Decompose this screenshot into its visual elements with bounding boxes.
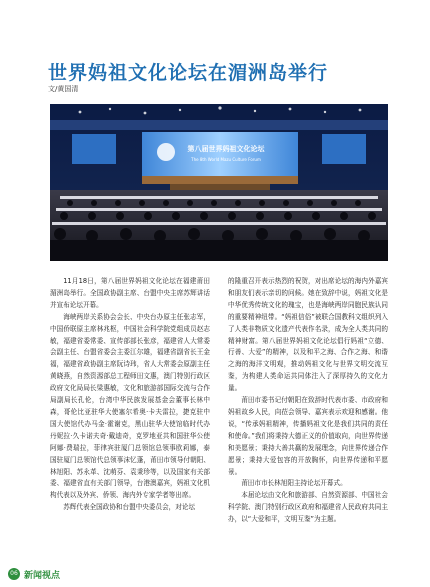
- article-body: [50, 276, 388, 556]
- paragraph: 本届论坛由文化和旅游部、自然资源部、中国社会科学院、澳门特别行政区政府和福建省人民政府共同主办，以“大爱和平，文明互鉴”为主题。: [228, 491, 388, 524]
- page-number: 06: [10, 570, 18, 577]
- banner-subtitle: The 8th World Mazu Culture Forum: [191, 157, 261, 162]
- forum-photo: [50, 104, 388, 261]
- banner-title: 第八届世界妈祖文化论坛: [187, 145, 265, 153]
- paragraph: 莆田市委书记付朝阳在致辞时代表市委、市政府和妈祖故乡人民，向莅会领导、嘉宾表示欢迎和感谢。他说，“传承妈祖精神，传播妈祖文化是我们共同的责任和使命。”我们将秉持大德正义的价值取向，向世界传递和美愿景；秉持大善共赢的发展理念，向世界传递合作愿景；秉持大爱包容的开放胸怀，向世界传递和平愿景。: [228, 396, 388, 476]
- article-column-left: [50, 276, 210, 514]
- article-headline: 世界妈祖文化论坛在湄洲岛举行: [48, 62, 329, 84]
- paragraph: 苏辉代表全国政协和台盟中央委员会，对论坛: [63, 503, 196, 512]
- article-column-right: [228, 276, 388, 526]
- paragraph: 的隆重召开表示热烈的祝贺，对出席论坛的海内外嘉宾和朋友们表示亲切的问候。她在致辞中说，妈祖文化是中华优秀传统文化的瑰宝，也是海峡两岸同胞民族认同的重要精神纽带。“妈祖信俗”被联合国教科文组织列入了人类非物质文化遗产代表作名录，成为全人类共同的精神财富。第八届世界妈祖文化论坛倡行妈祖“立德、行善、大爱”的精神，以及和平之海、合作之海、和谐之海的海洋文明观，推动妈祖文化与世界文明交流互鉴，为构建人类命运共同体注入了深厚持久的文化力量。: [228, 277, 388, 393]
- paragraph: 海峡两岸关系协会会长、中央台办原主任张志军，中国侨联原主席林兆枢，中国社会科学院党组成员赵志敏，福建省委常委、宣传部部长张彦，福建省人大常委会副主任、台盟省委会主委江尔雄，福建省副省长王金福，福建省政协副主席阮诗玮，省人大常委会原副主任黄晓燕，自然资源部总工程师田文惠，澳门特别行政区政府文化局局长梁惠敏，文化和旅游部国际交流与合作局副局长孔伦，台湾中华民族发展基金会董事长林中森，哥伦比亚驻华大使塞尔希奥·卡夫雷拉，捷克驻中国大使馆代办马金·霍谢克，黑山驻华大使馆临时代办丹妮拉·久卡诺夫奇·戴迪奇，克罗地亚共和国驻华公使阿娜·费瑞拉，菲律宾驻厦门总领馆总领事欧莉娜，泰国驻厦门总领馆代总领事沫忆蓬，莆田市领导付朝阳、林旭阳、苏永革、沈萌芬、袁秉珍等，以及国家有关部委、福建省直有关部门领导，台港澳嘉宾，妈祖文化机构代表以及外宾、侨领、海内外专家学者等出席。: [50, 312, 210, 500]
- article-byline: 文/黄国清: [48, 85, 79, 93]
- section-label: 新闻视点: [24, 571, 61, 581]
- paragraph: 11月18日，第八届世界妈祖文化论坛在福建莆田湄洲岛举行。全国政协副主席、台盟中央主席苏辉讲话并宣布论坛开幕。: [50, 277, 210, 309]
- paragraph: 莆田市市长林旭阳主持论坛开幕式。: [241, 479, 347, 488]
- page-number-badge-icon: [8, 568, 20, 580]
